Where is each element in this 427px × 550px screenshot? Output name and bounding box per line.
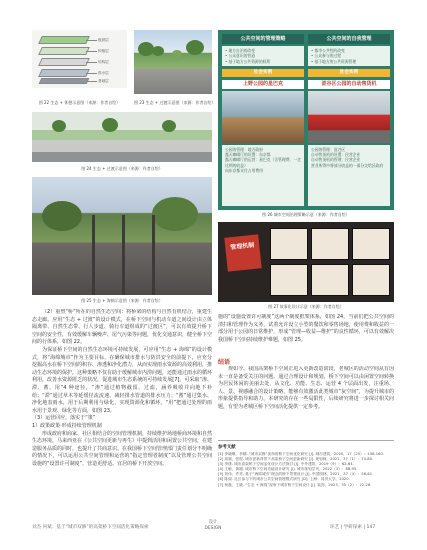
right-text: 公园的管理：涩谷区 自动售货机的设置：民营企业 自动售货机的管理：民营企业 营业所得中将部分收益的一部分交给区政府 <box>308 145 390 206</box>
fig27-comic <box>218 222 394 302</box>
footer-article-title: 刘杰 何斌：基于“城市双修”的高架桥下空间活化策略探索 <box>32 525 149 530</box>
badge: 管理机制 <box>224 234 261 271</box>
right-body-1: 施的“设施设置许可制度”这两个制度框架体系，如图 24。当前们把公共空间的清扫和管理作为义务，试着允许设立小型的餐饮和零售场地，使用费和收益的一部分用于公园的日常维护，形成“管理—收益—维护”的良性循环，可以有效解决我国桥下空间持续维护难题，如图 25。 <box>218 314 394 343</box>
fig22-label: 基础层 <box>98 79 109 83</box>
reference-item: [1] 李晓琳，李娜. “城市双修”视角的桥下空间优化研究 [J]. 城市建筑，2020，17（25）：158-160. <box>218 452 385 456</box>
right-items: • 都市公共性的改变 • 公众参与的过程 • 基于地方的公共资源管理 <box>308 46 390 66</box>
structure-layer <box>38 58 90 66</box>
fig22-label: 种植层 <box>98 49 109 53</box>
right-bar: 社会实例 <box>308 69 390 77</box>
left-items: • 地方自治的改变 • 公众意识的营造 • 基于地方公共资源的权利 <box>222 46 304 66</box>
footer-page-info: 环艺 | 学研探索 | 147 <box>330 525 376 530</box>
fig24-caption: 图 24 生态 + 过渡示意图（来源：作者自绘） <box>81 166 163 171</box>
fig25-photo <box>32 177 212 295</box>
left-header: 公共空间的管理策略 <box>222 34 304 44</box>
base-layer <box>39 78 90 84</box>
right-subtitle: 涩谷区公园的自动售货机 <box>308 80 390 89</box>
fig27-caption: 图 27 故事化设计示意（来源：作者自绘） <box>268 304 344 309</box>
reference-item: [2] 周颖，张煜. 城市更新背景下高架桥下空间更新研究 [J]. 规划师，2021，37（1）：74-80. <box>218 457 374 462</box>
reference-item: [3] 李康. 城市高架桥下空间活化设计方法探讨 [J]. 中外建筑，2019（9）：62-64. <box>218 462 354 467</box>
vending-photo <box>308 91 390 143</box>
conclusion-heading: 结语 <box>218 359 231 366</box>
fig22-diagram <box>32 30 127 88</box>
footer-journal: 设计 DESIGN <box>204 520 222 531</box>
reference-item: [5] 刘伟，许亮. 基于“海绵城市”理念的桥下景观设计 [J]. 中国园林，2021，37（4）：56-61. <box>218 472 374 477</box>
fig22-caption: 图 22 生态 + 休憩示意图（来源：作者自绘） <box>38 100 121 105</box>
reference-item: [6] 陈丽. 社区参与下的城市公共空间管理模式研究 [D]. 上海：同济大学，2020. <box>218 477 350 482</box>
reference-item: [4] 王敏，黄刚. 城市桥下空间功能设计研究 [J]. 城市规划学刊，2022（3）：88-95. <box>218 467 358 472</box>
fig24-diagram <box>32 112 212 162</box>
right-body-2: 规如今，我国高架桥下空间正进入更新改造阶段，老城区的活动空间从有因未一直是备受关注的问题。通过合理设计和规划，桥下空间可以由闲置空间转换为居民休闲的美丽去处，从文化、功能、生态、运营 4 个层面出发，注重场、人、景、视感融合的设计策略，能够有效激活此类城市“灰空间”，为提升城市的形象提供指导和助力，本研究的存在一些局限性，后续研究将进一步探讨相关问题，有望为老城区桥下空间活化提供一定参考。 <box>218 366 394 410</box>
references-title: 参考文献 <box>218 445 236 450</box>
fig22-label: 排水层 <box>98 71 109 75</box>
fig23-caption: 图 23 生态 + 过渡示意图（来源：作者自绘） <box>134 100 216 105</box>
planting-layer <box>38 47 90 55</box>
fig26-caption: 图 26 城市空间治理策略示意（来源：作者自绘） <box>262 212 350 217</box>
left-subtitle: 上野公园的星巴克 <box>222 80 304 89</box>
reference-item: [7] 杨磊，王晓. “生态 + 海绵”视角下城市桥下空间设计 [J]. 装饰，2023，35（2）：22-26. <box>218 482 372 487</box>
drainage-layer <box>38 69 90 77</box>
fig26-panel <box>218 30 394 210</box>
right-header: 公共空间的自我管理 <box>308 34 390 44</box>
fig23-render <box>134 30 212 94</box>
left-bar: 社会实例 <box>222 69 304 77</box>
references-list <box>218 452 394 512</box>
fig25-caption: 图 25 生态 + 海绵示意图（来源：作者自绘） <box>81 298 163 303</box>
vegetation-layer <box>38 36 90 44</box>
fig22-label: 结构层 <box>98 60 109 64</box>
fig22-label: 植被层 <box>98 38 109 42</box>
starbucks-photo <box>222 91 304 143</box>
left-body: （2）重塑“桥”所在的自然生态空间：将桥梁的结构与自然有机结合，重建生态走廊。应用“生态 + 过渡”的设计模式，在桥下空间与机动车道之间设计由立体隔离带、自然生态带、行人步道、骑行车道组成的“过渡区”，可以有效提升桥下空间的安全性，有效缓解车辆噪声、尾气污染等问题，优化交通意识，健全桥下空间的行体系，如图 22。 为保证桥下空间的自然生态环境可持续发展，可应用“生态 + 海绵”的设计模式，将“海绵城市”作为主要目标，在确保城市排水与防洪安全的前提下，应充分挖掘高水在桥下空间的积存、渗透和净化潜力，从而实现雨水资源的高效利用，推动生态环境的保护。这种策略不仅有助于缓解城市内涝问题，还能通过雨水的循环利用，改善水资源匮乏的状况，促进城市生态系统的可持续发展[7]。可采取“渗、滞、蓄、用”4 种途径，“渗”通过植物截留、过滤，涵养吸收并向地下补给；“滞”通过草木等延缓径流流速，减轻排水管道的排水压力；“蓄”通过集水、净化地表雨水，用于后期利用与绿化，实现资源化和循环。“用”把通过处理的雨水用于景观、绿化等方面，如图 23。 （3）运营回应，落实于“策” 1）政策政策·形成持续管理机制 形成政府和商家、社区相结合的空间管理机制，持续维护场地桥商环境和自然生态环境。马来西亚在《公共空间更新与再生》中提到活用和闲置公共空间，在建造服务品质的同时，也提升了共商意识。在我国桥下空间管理部门责任划分不明确的情况下，可以运用公共空间管理和运营的“指定管理者制度”以及管理公共空间设施的“设置许可制度”，营造更舒适、宜居的桥下开放空间。 <box>32 309 212 467</box>
left-text: 公园的管理：地方政府 露天咖啡厅的设置：东京都 露天咖啡厅的运营：星巴克（含管理费、一定比例的收益） 向东京都支付占用费用 <box>222 145 304 206</box>
